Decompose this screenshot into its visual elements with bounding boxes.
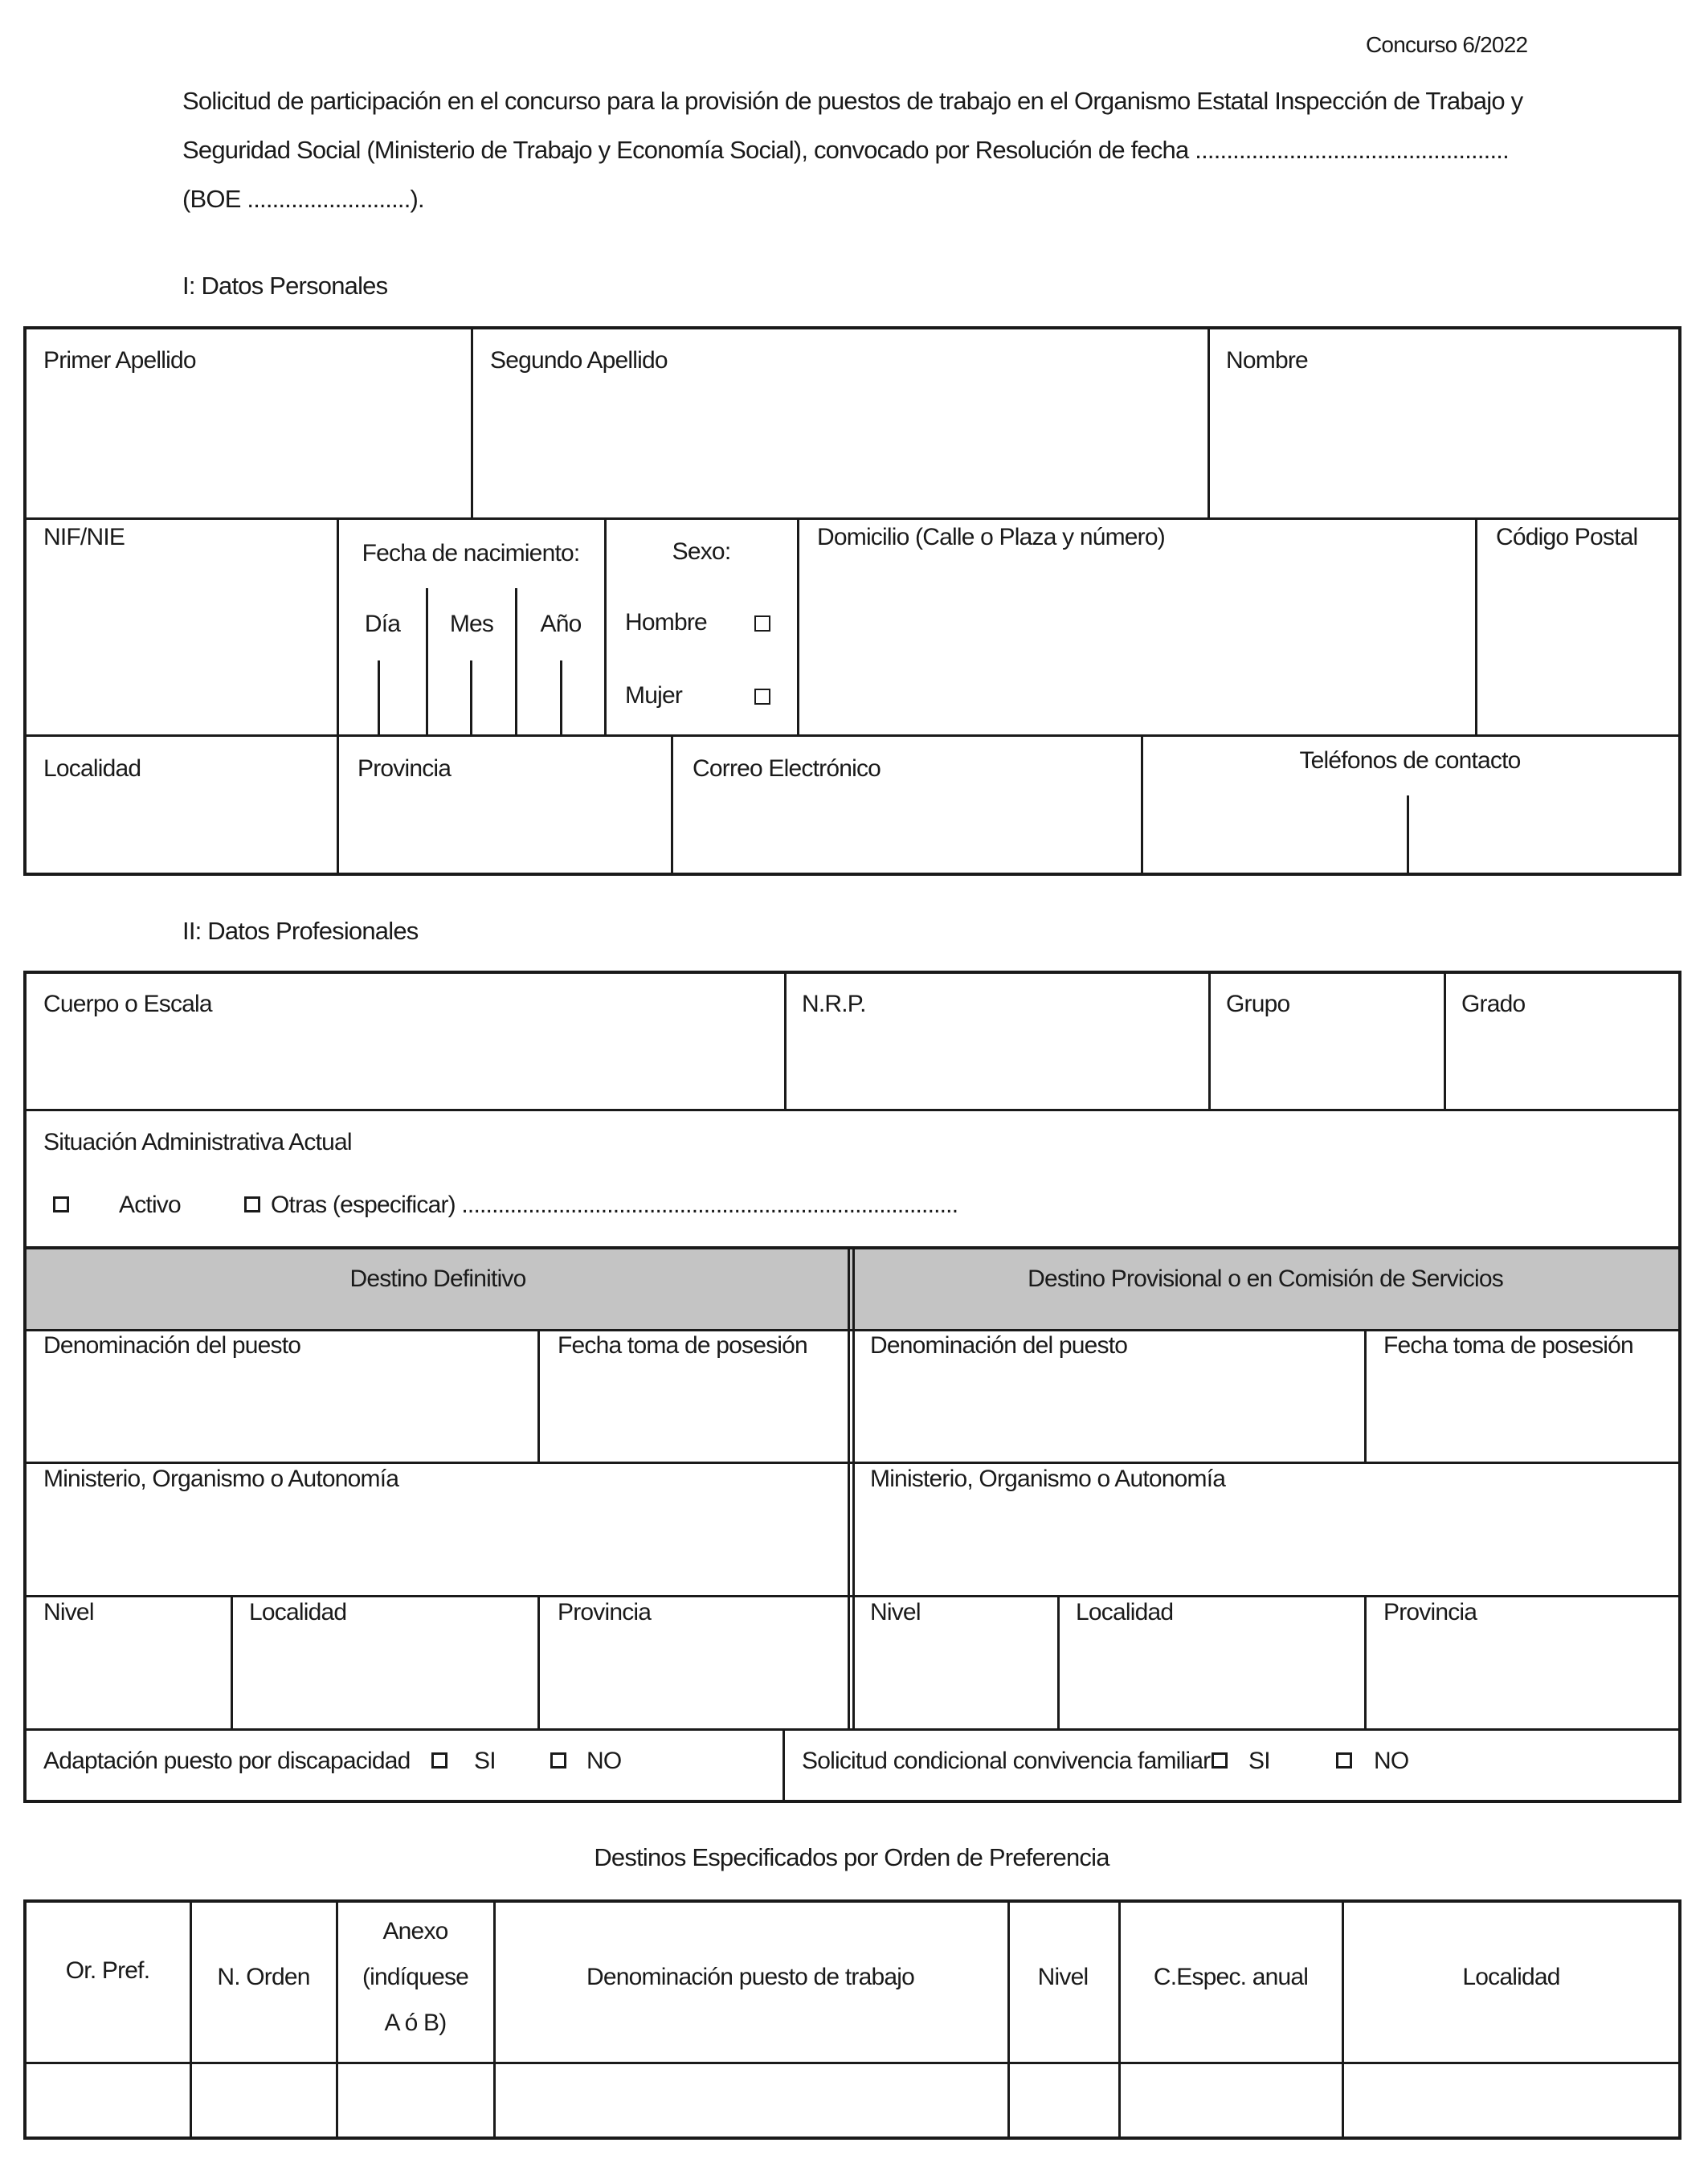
destinos-title: Destinos Especificados por Orden de Preferencia	[594, 1843, 1109, 1871]
provisional-nivel-label: Nivel	[870, 1599, 921, 1625]
provisional-ministerio-field[interactable]	[855, 1464, 1678, 1595]
col-anexo-header-2: (indíquese	[362, 1964, 469, 1990]
hombre-checkbox[interactable]	[754, 615, 770, 632]
activo-checkbox[interactable]	[53, 1196, 69, 1212]
intro-line-1: Solicitud de participación en el concurso para la provisión de puestos de trabajo en el Organismo Estatal Inspección de Trabajo y	[182, 87, 1523, 115]
sexo-label: Sexo:	[672, 538, 731, 565]
col-denominacion-header: Denominación puesto de trabajo	[586, 1964, 914, 1990]
convivencia-label: Solicitud condicional convivencia familiar	[802, 1748, 1211, 1774]
localidad-field[interactable]	[27, 737, 337, 873]
provisional-ministerio-label: Ministerio, Organismo o Autonomía	[870, 1466, 1226, 1492]
definitivo-provincia-label: Provincia	[558, 1599, 652, 1625]
adaptacion-si-label: SI	[474, 1748, 496, 1774]
provincia-field[interactable]	[339, 737, 671, 873]
convivencia-si-checkbox[interactable]	[1212, 1752, 1228, 1768]
primer-apellido-label: Primer Apellido	[43, 347, 196, 374]
fecha-nacimiento-label: Fecha de nacimiento:	[362, 540, 580, 566]
col-anexo-header-3: A ó B)	[384, 2010, 447, 2036]
definitivo-nivel-label: Nivel	[43, 1599, 94, 1625]
provisional-provincia-label: Provincia	[1383, 1599, 1477, 1625]
otras-checkbox[interactable]	[244, 1196, 260, 1212]
provisional-provincia-field[interactable]	[1367, 1597, 1678, 1728]
nrp-label: N.R.P.	[802, 991, 866, 1017]
grado-label: Grado	[1461, 991, 1526, 1017]
nif-label: NIF/NIE	[43, 524, 125, 550]
nif-field[interactable]	[27, 520, 337, 734]
codigo-postal-label: Código Postal	[1496, 524, 1638, 550]
segundo-apellido-field[interactable]	[473, 329, 1207, 517]
dia-label: Día	[364, 611, 401, 637]
domicilio-field[interactable]	[799, 520, 1475, 734]
provisional-localidad-field[interactable]	[1060, 1597, 1364, 1728]
intro-line-2: Seguridad Social (Ministerio de Trabajo y Economía Social), convocado por Resolución de fecha ..................................................	[182, 136, 1509, 164]
c-espec-cell[interactable]	[1121, 2064, 1342, 2137]
nombre-label: Nombre	[1226, 347, 1308, 374]
destino-provisional-header: Destino Provisional o en Comisión de Servicios	[1028, 1266, 1503, 1292]
adaptacion-si-checkbox[interactable]	[431, 1752, 447, 1768]
col-n-orden-header: N. Orden	[217, 1964, 310, 1990]
localidad-label: Localidad	[43, 755, 141, 782]
mujer-label: Mujer	[625, 682, 683, 709]
anexo-cell[interactable]	[338, 2064, 493, 2137]
nombre-field[interactable]	[1210, 329, 1678, 517]
provisional-fecha-label: Fecha toma de posesión	[1383, 1332, 1633, 1359]
convivencia-no-checkbox[interactable]	[1336, 1752, 1352, 1768]
adaptacion-no-checkbox[interactable]	[550, 1752, 566, 1768]
definitivo-nivel-field[interactable]	[27, 1597, 231, 1728]
intro-line-3: (BOE ..........................).	[182, 185, 424, 213]
definitivo-localidad-field[interactable]	[233, 1597, 537, 1728]
section-title-datos-profesionales: II: Datos Profesionales	[182, 917, 419, 945]
destino-definitivo-header: Destino Definitivo	[349, 1266, 526, 1292]
telefono-1-field[interactable]	[1143, 795, 1407, 873]
correo-field[interactable]	[673, 737, 1141, 873]
definitivo-ministerio-label: Ministerio, Organismo o Autonomía	[43, 1466, 399, 1492]
provisional-localidad-label: Localidad	[1076, 1599, 1174, 1625]
otras-label: Otras (especificar) ..................................................................................	[271, 1192, 958, 1218]
col-localidad-header: Localidad	[1462, 1964, 1560, 1990]
or-pref-cell[interactable]	[27, 2064, 190, 2137]
localidad-cell[interactable]	[1344, 2064, 1678, 2137]
definitivo-fecha-field[interactable]	[540, 1331, 848, 1462]
grado-field[interactable]	[1446, 974, 1678, 1109]
mes-label: Mes	[449, 611, 494, 637]
nrp-field[interactable]	[787, 974, 1208, 1109]
mujer-checkbox[interactable]	[754, 689, 770, 705]
domicilio-label: Domicilio (Calle o Plaza y número)	[817, 524, 1165, 550]
provincia-label: Provincia	[358, 755, 452, 782]
col-or-pref-header: Or. Pref.	[65, 1957, 150, 1984]
adaptacion-no-label: NO	[586, 1748, 622, 1774]
hombre-label: Hombre	[625, 609, 707, 636]
definitivo-ministerio-field[interactable]	[27, 1464, 848, 1595]
concurso-number: Concurso 6/2022	[1366, 32, 1528, 57]
col-anexo-header-1: Anexo	[382, 1918, 448, 1944]
definitivo-denominacion-field[interactable]	[27, 1331, 537, 1462]
situacion-administrativa-label: Situación Administrativa Actual	[43, 1129, 352, 1155]
adaptacion-label: Adaptación puesto por discapacidad	[43, 1748, 411, 1774]
definitivo-fecha-label: Fecha toma de posesión	[558, 1332, 807, 1359]
convivencia-si-label: SI	[1248, 1748, 1270, 1774]
definitivo-localidad-label: Localidad	[249, 1599, 347, 1625]
telefonos-label: Teléfonos de contacto	[1299, 747, 1521, 774]
codigo-postal-field[interactable]	[1477, 520, 1678, 734]
grupo-label: Grupo	[1226, 991, 1290, 1017]
activo-label: Activo	[119, 1192, 181, 1218]
definitivo-denominacion-label: Denominación del puesto	[43, 1332, 301, 1359]
provisional-fecha-field[interactable]	[1367, 1331, 1678, 1462]
provisional-denominacion-label: Denominación del puesto	[870, 1332, 1128, 1359]
telefono-2-field[interactable]	[1409, 795, 1678, 873]
definitivo-provincia-field[interactable]	[540, 1597, 848, 1728]
provisional-nivel-field[interactable]	[855, 1597, 1057, 1728]
section-title-datos-personales: I: Datos Personales	[182, 272, 388, 300]
col-c-espec-header: C.Espec. anual	[1153, 1964, 1309, 1990]
primer-apellido-field[interactable]	[27, 329, 471, 517]
nivel-cell[interactable]	[1010, 2064, 1118, 2137]
anio-label: Año	[540, 611, 582, 637]
cuerpo-escala-label: Cuerpo o Escala	[43, 991, 212, 1017]
grupo-field[interactable]	[1211, 974, 1444, 1109]
convivencia-no-label: NO	[1374, 1748, 1409, 1774]
cuerpo-escala-field[interactable]	[27, 974, 784, 1109]
n-orden-cell[interactable]	[192, 2064, 336, 2137]
col-nivel-header: Nivel	[1037, 1964, 1089, 1990]
segundo-apellido-label: Segundo Apellido	[490, 347, 668, 374]
provisional-denominacion-field[interactable]	[855, 1331, 1364, 1462]
correo-label: Correo Electrónico	[693, 755, 881, 782]
denominacion-cell[interactable]	[496, 2064, 1007, 2137]
